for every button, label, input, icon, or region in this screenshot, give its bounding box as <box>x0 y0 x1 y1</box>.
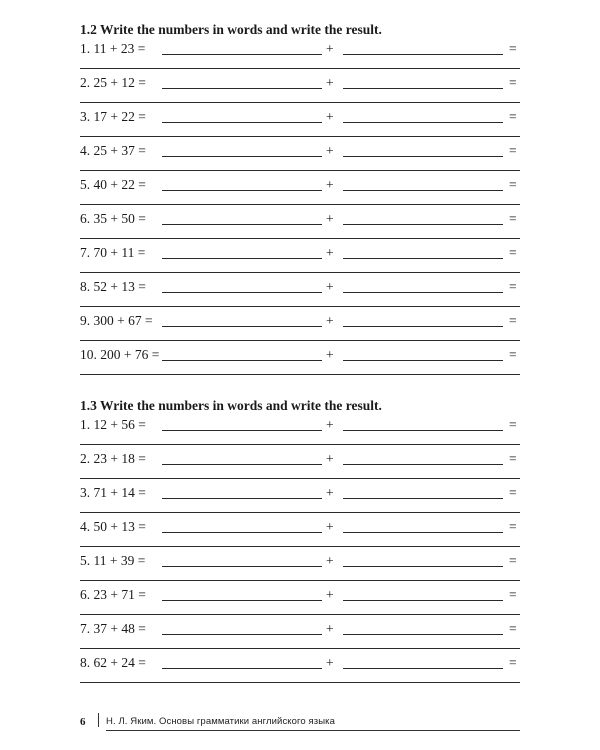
section-heading: 1.3 Write the numbers in words and write the result. <box>80 398 382 413</box>
exercise-expression: 1. 11 + 23 = <box>80 41 146 56</box>
exercise-row <box>80 482 520 516</box>
first-number-blank[interactable] <box>162 156 322 157</box>
first-number-blank[interactable] <box>162 360 322 361</box>
second-number-blank[interactable] <box>343 122 503 123</box>
exercise-expression: 8. 52 + 13 = <box>80 279 146 294</box>
second-number-blank[interactable] <box>343 600 503 601</box>
first-number-blank[interactable] <box>162 464 322 465</box>
plus-sign: + <box>326 417 334 432</box>
first-number-blank[interactable] <box>162 190 322 191</box>
first-number-blank[interactable] <box>162 668 322 669</box>
second-number-blank[interactable] <box>343 156 503 157</box>
first-number-blank[interactable] <box>162 430 322 431</box>
exercise-section-1-2 <box>80 22 520 378</box>
plus-sign: + <box>326 587 334 602</box>
result-answer-line[interactable] <box>80 614 520 615</box>
result-answer-line[interactable] <box>80 272 520 273</box>
section-heading: 1.2 Write the numbers in words and write the result. <box>80 22 382 37</box>
exercise-row <box>80 276 520 310</box>
exercise-row <box>80 106 520 140</box>
footer-rule <box>106 730 520 731</box>
plus-sign: + <box>326 41 334 56</box>
footer-divider <box>98 713 99 727</box>
exercise-row <box>80 242 520 276</box>
plus-sign: + <box>326 519 334 534</box>
exercise-list <box>80 38 520 378</box>
exercise-expression: 8. 62 + 24 = <box>80 655 146 670</box>
exercise-row <box>80 72 520 106</box>
second-number-blank[interactable] <box>343 634 503 635</box>
exercise-expression: 5. 11 + 39 = <box>80 553 146 568</box>
exercise-expression: 7. 70 + 11 = <box>80 245 146 260</box>
plus-sign: + <box>326 313 334 328</box>
plus-sign: + <box>326 245 334 260</box>
result-answer-line[interactable] <box>80 136 520 137</box>
plus-sign: + <box>326 177 334 192</box>
equals-sign: = <box>509 587 517 602</box>
equals-sign: = <box>509 313 517 328</box>
plus-sign: + <box>326 109 334 124</box>
exercise-row <box>80 174 520 208</box>
exercise-expression: 2. 25 + 12 = <box>80 75 146 90</box>
equals-sign: = <box>509 177 517 192</box>
exercise-row <box>80 140 520 174</box>
plus-sign: + <box>326 451 334 466</box>
first-number-blank[interactable] <box>162 258 322 259</box>
second-number-blank[interactable] <box>343 532 503 533</box>
plus-sign: + <box>326 347 334 362</box>
exercise-expression: 4. 50 + 13 = <box>80 519 146 534</box>
first-number-blank[interactable] <box>162 600 322 601</box>
equals-sign: = <box>509 245 517 260</box>
plus-sign: + <box>326 485 334 500</box>
exercise-expression: 10. 200 + 76 = <box>80 347 160 362</box>
exercise-row <box>80 310 520 344</box>
second-number-blank[interactable] <box>343 190 503 191</box>
exercise-row <box>80 448 520 482</box>
exercise-expression: 6. 35 + 50 = <box>80 211 146 226</box>
equals-sign: = <box>509 417 517 432</box>
second-number-blank[interactable] <box>343 224 503 225</box>
second-number-blank[interactable] <box>343 668 503 669</box>
exercise-list <box>80 414 520 686</box>
exercise-expression: 9. 300 + 67 = <box>80 313 153 328</box>
plus-sign: + <box>326 279 334 294</box>
equals-sign: = <box>509 75 517 90</box>
result-answer-line[interactable] <box>80 374 520 375</box>
second-number-blank[interactable] <box>343 292 503 293</box>
second-number-blank[interactable] <box>343 430 503 431</box>
result-answer-line[interactable] <box>80 204 520 205</box>
plus-sign: + <box>326 211 334 226</box>
plus-sign: + <box>326 621 334 636</box>
result-answer-line[interactable] <box>80 102 520 103</box>
equals-sign: = <box>509 451 517 466</box>
second-number-blank[interactable] <box>343 360 503 361</box>
first-number-blank[interactable] <box>162 634 322 635</box>
exercise-row <box>80 38 520 72</box>
equals-sign: = <box>509 553 517 568</box>
first-number-blank[interactable] <box>162 498 322 499</box>
equals-sign: = <box>509 519 517 534</box>
second-number-blank[interactable] <box>343 326 503 327</box>
result-answer-line[interactable] <box>80 512 520 513</box>
equals-sign: = <box>509 655 517 670</box>
exercise-expression: 4. 25 + 37 = <box>80 143 146 158</box>
exercise-row <box>80 550 520 584</box>
exercise-expression: 6. 23 + 71 = <box>80 587 146 602</box>
result-answer-line[interactable] <box>80 170 520 171</box>
exercise-expression: 3. 71 + 14 = <box>80 485 146 500</box>
exercise-row <box>80 414 520 448</box>
first-number-blank[interactable] <box>162 54 322 55</box>
plus-sign: + <box>326 143 334 158</box>
second-number-blank[interactable] <box>343 258 503 259</box>
result-answer-line[interactable] <box>80 68 520 69</box>
result-answer-line[interactable] <box>80 682 520 683</box>
exercise-row <box>80 584 520 618</box>
first-number-blank[interactable] <box>162 122 322 123</box>
exercise-section-1-3 <box>80 398 520 686</box>
exercise-expression: 2. 23 + 18 = <box>80 451 146 466</box>
page-footer <box>80 713 520 733</box>
exercise-expression: 7. 37 + 48 = <box>80 621 146 636</box>
second-number-blank[interactable] <box>343 498 503 499</box>
result-answer-line[interactable] <box>80 444 520 445</box>
equals-sign: = <box>509 621 517 636</box>
exercise-expression: 3. 17 + 22 = <box>80 109 146 124</box>
second-number-blank[interactable] <box>343 54 503 55</box>
equals-sign: = <box>509 41 517 56</box>
plus-sign: + <box>326 75 334 90</box>
equals-sign: = <box>509 109 517 124</box>
book-title: Н. Л. Яким. Основы грамматики английского языка <box>106 716 335 727</box>
second-number-blank[interactable] <box>343 88 503 89</box>
first-number-blank[interactable] <box>162 292 322 293</box>
equals-sign: = <box>509 143 517 158</box>
first-number-blank[interactable] <box>162 88 322 89</box>
result-answer-line[interactable] <box>80 546 520 547</box>
equals-sign: = <box>509 485 517 500</box>
exercise-row <box>80 208 520 242</box>
result-answer-line[interactable] <box>80 580 520 581</box>
first-number-blank[interactable] <box>162 566 322 567</box>
result-answer-line[interactable] <box>80 648 520 649</box>
equals-sign: = <box>509 211 517 226</box>
exercise-row <box>80 344 520 378</box>
exercise-expression: 5. 40 + 22 = <box>80 177 146 192</box>
exercise-row <box>80 618 520 652</box>
first-number-blank[interactable] <box>162 326 322 327</box>
result-answer-line[interactable] <box>80 306 520 307</box>
second-number-blank[interactable] <box>343 464 503 465</box>
exercise-row <box>80 516 520 550</box>
first-number-blank[interactable] <box>162 532 322 533</box>
plus-sign: + <box>326 553 334 568</box>
plus-sign: + <box>326 655 334 670</box>
equals-sign: = <box>509 347 517 362</box>
first-number-blank[interactable] <box>162 224 322 225</box>
second-number-blank[interactable] <box>343 566 503 567</box>
result-answer-line[interactable] <box>80 340 520 341</box>
page-number: 6 <box>80 716 86 728</box>
exercise-expression: 1. 12 + 56 = <box>80 417 146 432</box>
result-answer-line[interactable] <box>80 238 520 239</box>
exercise-row <box>80 652 520 686</box>
equals-sign: = <box>509 279 517 294</box>
result-answer-line[interactable] <box>80 478 520 479</box>
